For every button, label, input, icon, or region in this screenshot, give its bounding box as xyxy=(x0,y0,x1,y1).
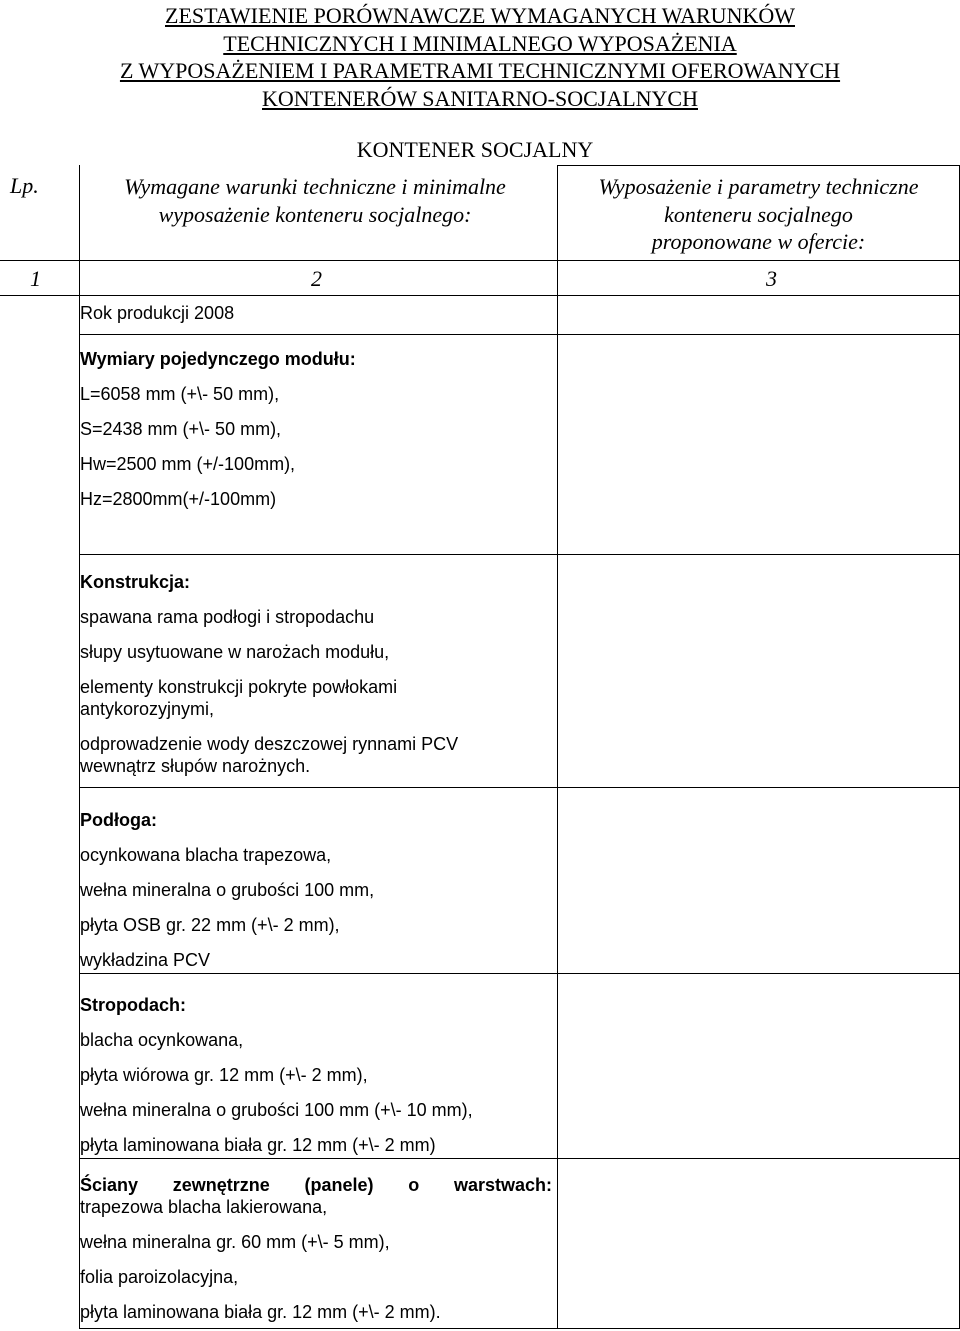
header-offer xyxy=(557,173,960,256)
row-border-2 xyxy=(79,554,960,555)
sciany-item-2: wełna mineralna gr. 60 mm (+\- 5 mm), xyxy=(80,1232,390,1252)
sciany-item-4: płyta laminowana biała gr. 12 mm (+\- 2 mm). xyxy=(80,1302,441,1322)
header-requirements-line-1: Wymagane warunki techniczne i minimalne xyxy=(124,174,506,199)
wymiary-item-4: Hz=2800mm(+/-100mm) xyxy=(80,489,277,509)
stropodach-heading: Stropodach: xyxy=(80,995,186,1015)
konstrukcja-item-5: odprowadzenie wody deszczowej rynnami PCV xyxy=(80,734,459,754)
wymiary-item-1: L=6058 mm (+\- 50 mm), xyxy=(80,384,280,404)
sciany-item-3: folia paroizolacyjna, xyxy=(80,1267,239,1287)
header-offer-line-1: Wyposażenie i parametry techniczne xyxy=(598,174,919,199)
rok-produkcji-text: Rok produkcji 2008 xyxy=(80,303,235,323)
header-requirements-line-2: wyposażenie konteneru socjalnego: xyxy=(158,201,472,227)
wymiary-heading: Wymiary pojedynczego modułu: xyxy=(80,349,356,369)
header-offer-line-3: proponowane w ofercie: xyxy=(651,229,866,254)
numbers-bottom-border xyxy=(0,295,960,296)
column-number-2: 2 xyxy=(311,266,322,291)
konstrukcja-item-1: spawana rama podłogi i stropodachu xyxy=(80,607,375,627)
row-border-3 xyxy=(79,787,960,788)
header-lp: Lp. xyxy=(10,173,39,198)
konstrukcja-item-6: wewnątrz słupów narożnych. xyxy=(80,756,311,776)
row-stropodach xyxy=(80,988,550,1163)
section-title: KONTENER SOCJALNY xyxy=(356,137,594,162)
table-bottom-border xyxy=(79,1328,960,1329)
stropodach-item-3: wełna mineralna o grubości 100 mm (+\- 10 mm), xyxy=(80,1100,473,1120)
row-border-1 xyxy=(79,334,960,335)
konstrukcja-item-3: elementy konstrukcji pokryte powłokami xyxy=(80,677,398,697)
column-number-1: 1 xyxy=(30,266,41,291)
row-podloga xyxy=(80,803,550,978)
konstrukcja-item-4: antykorozyjnymi, xyxy=(80,699,215,719)
podloga-heading: Podłoga: xyxy=(80,810,157,830)
row-sciany xyxy=(80,1174,550,1323)
row-konstrukcja xyxy=(80,571,550,777)
stropodach-item-1: blacha ocynkowana, xyxy=(80,1030,244,1050)
header-bottom-border xyxy=(0,260,960,261)
podloga-item-1: ocynkowana blacha trapezowa, xyxy=(80,845,332,865)
wymiary-item-3: Hw=2500 mm (+/-100mm), xyxy=(80,454,296,474)
podloga-item-4: wykładzina PCV xyxy=(80,950,211,970)
konstrukcja-heading: Konstrukcja: xyxy=(80,572,191,592)
podloga-item-3: płyta OSB gr. 22 mm (+\- 2 mm), xyxy=(80,915,340,935)
column-number-3: 3 xyxy=(766,266,777,291)
podloga-item-2: wełna mineralna o grubości 100 mm, xyxy=(80,880,375,900)
title-line-2: TECHNICZNYCH I MINIMALNEGO WYPOSAŻENIA xyxy=(223,30,737,56)
title-line-3: Z WYPOSAŻENIEM I PARAMETRAMI TECHNICZNYMI OFEROWANYCH xyxy=(119,58,841,83)
konstrukcja-item-2: słupy usytuowane w narożach modułu, xyxy=(80,642,390,662)
header-requirements xyxy=(80,173,550,228)
row-wymiary xyxy=(80,342,550,517)
header-offer-line-2: konteneru socjalnego xyxy=(664,201,853,227)
title-line-4: KONTENERÓW SANITARNO-SOCJALNYCH xyxy=(262,85,698,111)
table-top-border xyxy=(557,165,960,166)
title-line-1: ZESTAWIENIE PORÓWNAWCZE WYMAGANYCH WARUNKÓW xyxy=(165,3,795,28)
sciany-item-1: trapezowa blacha lakierowana, xyxy=(80,1197,328,1217)
stropodach-item-2: płyta wiórowa gr. 12 mm (+\- 2 mm), xyxy=(80,1065,368,1085)
wymiary-item-2: S=2438 mm (+\- 50 mm), xyxy=(80,419,282,439)
stropodach-item-4: płyta laminowana biała gr. 12 mm (+\- 2 mm) xyxy=(80,1135,436,1155)
row-rok-produkcji xyxy=(80,302,550,324)
document-title xyxy=(0,2,960,112)
column-border-2 xyxy=(557,165,558,1329)
sciany-heading: Ściany zewnętrzne (panele) o warstwach: xyxy=(80,1175,552,1195)
